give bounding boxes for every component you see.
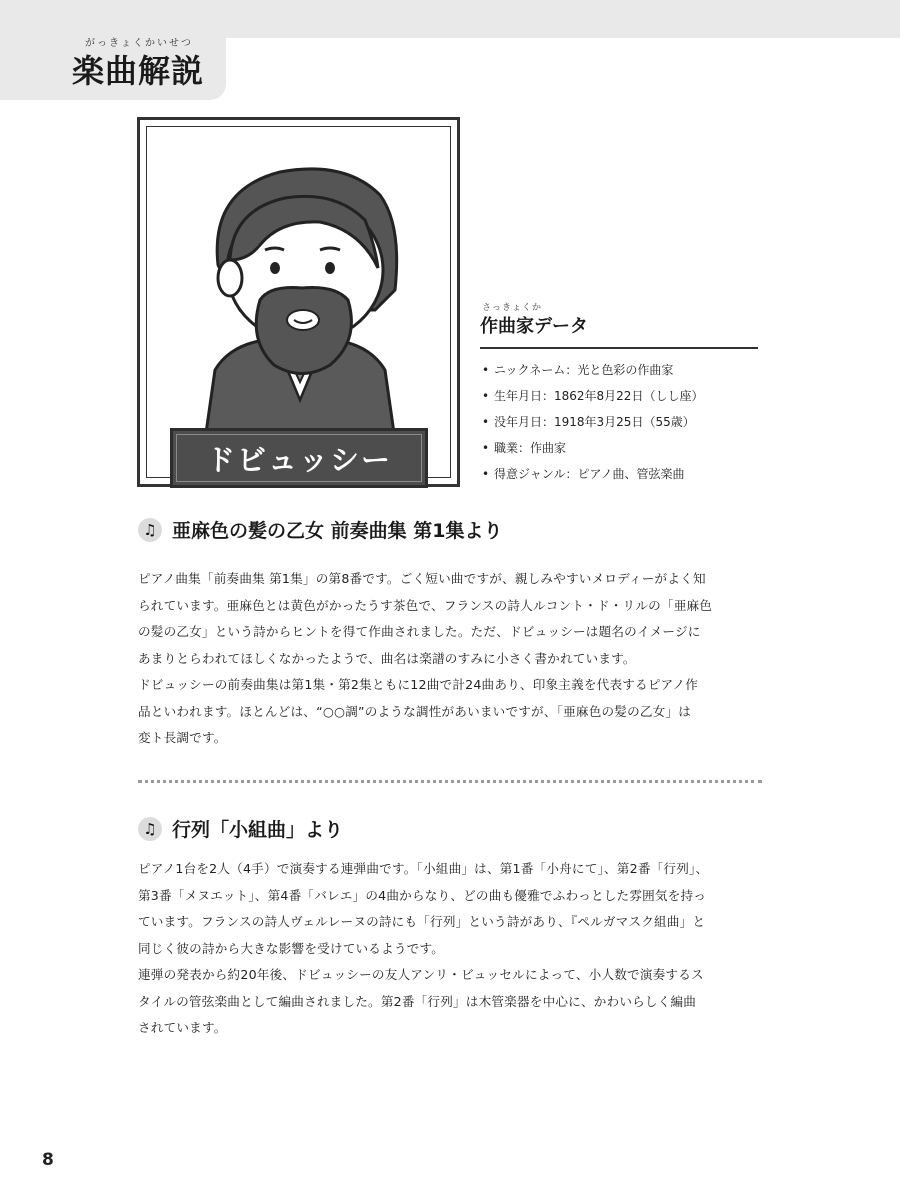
divider (480, 347, 758, 349)
composer-name: ドビュッシー (205, 442, 392, 477)
paragraph-line: 連弾の発表から約20年後、ドビュッシーの友人アンリ・ビュッセルによって、小人数で演奏するス (138, 967, 704, 982)
section1-body (138, 566, 763, 752)
section2-body (138, 856, 763, 1042)
header-title-ruby: がっきょくかいせつ (85, 38, 193, 49)
section1-title: 亜麻色の髪の乙女 前奏曲集 第1集より (172, 520, 503, 542)
paragraph-line: ピアノ曲集「前奏曲集 第1集」の第8番です。ごく短い曲ですが、親しみやすいメロディーがよく知 (138, 571, 706, 586)
paragraph-line: られています。亜麻色とは黄色がかったうす茶色で、フランスの詩人ルコント・ド・リルの「亜麻色 (138, 597, 713, 613)
paragraph-line: 品といわれます。ほとんどは、“○○調”のような調性があいまいですが、「亜麻色の髪の乙女」は (138, 703, 692, 719)
page-number: 8 (42, 1150, 54, 1170)
composer-data-title-ruby: さっきょくか (482, 303, 543, 313)
paragraph-line: ドビュッシーの前奏曲集は第1集・第2集ともに12曲で計24曲あり、印象主義を代表するピアノ作 (138, 677, 699, 692)
list-item: • 生年月日：1862年8月22日（しし座） (480, 383, 780, 409)
page-title: 楽曲解説 (72, 52, 205, 90)
paragraph-line: 同じく彼の詩から大きな影響を受けているようです。 (138, 940, 445, 956)
composer-portrait (170, 150, 430, 440)
paragraph-line: タイルの管弦楽曲として編曲されました。第2番「行列」は木管楽器を中心に、かわいらしく編曲 (138, 993, 697, 1009)
paragraph-line: されています。 (138, 1020, 227, 1035)
list-item: • 得意ジャンル：ピアノ曲、管弦楽曲 (480, 461, 780, 487)
composer-name-banner (170, 428, 428, 488)
section2-heading (138, 815, 343, 842)
paragraph-line: ています。フランスの詩人ヴェルレーヌの詩にも「行列」という詩があり、『ペルガマスク組曲」と (138, 914, 706, 929)
music-note-icon: ♫ (138, 817, 162, 841)
composer-data-title: 作曲家データ (480, 316, 588, 337)
section-divider (138, 780, 762, 783)
section2-title: 行列「小組曲」より (172, 819, 344, 841)
paragraph-line: 第3番「メヌエット」、第4番「バレエ」の4曲からなり、どの曲も優雅でふわっとした雰囲気を持っ (138, 887, 707, 903)
composer-data-list (480, 357, 780, 487)
paragraph-line: あまりとらわれてほしくなかったようで、曲名は楽譜のすみに小さく書かれています。 (138, 650, 636, 666)
composer-data-box (480, 300, 780, 487)
list-item: • 職業：作曲家 (480, 435, 780, 461)
paragraph-line: 変ト長調です。 (138, 730, 227, 745)
music-note-icon: ♫ (138, 518, 162, 542)
paragraph-line: の髪の乙女」という詩からヒントを得て作曲されました。ただ、ドビュッシーは題名のイメージに (138, 624, 701, 639)
paragraph-line: ピアノ1台を2人（4手）で演奏する連弾曲です。「小組曲」は、第1番「小舟にて」、第2番「行列」、 (138, 861, 709, 876)
section1-heading (138, 516, 502, 543)
list-item: • ニックネーム：光と色彩の作曲家 (480, 357, 780, 383)
list-item: • 没年月日：1918年3月25日（55歳） (480, 409, 780, 435)
